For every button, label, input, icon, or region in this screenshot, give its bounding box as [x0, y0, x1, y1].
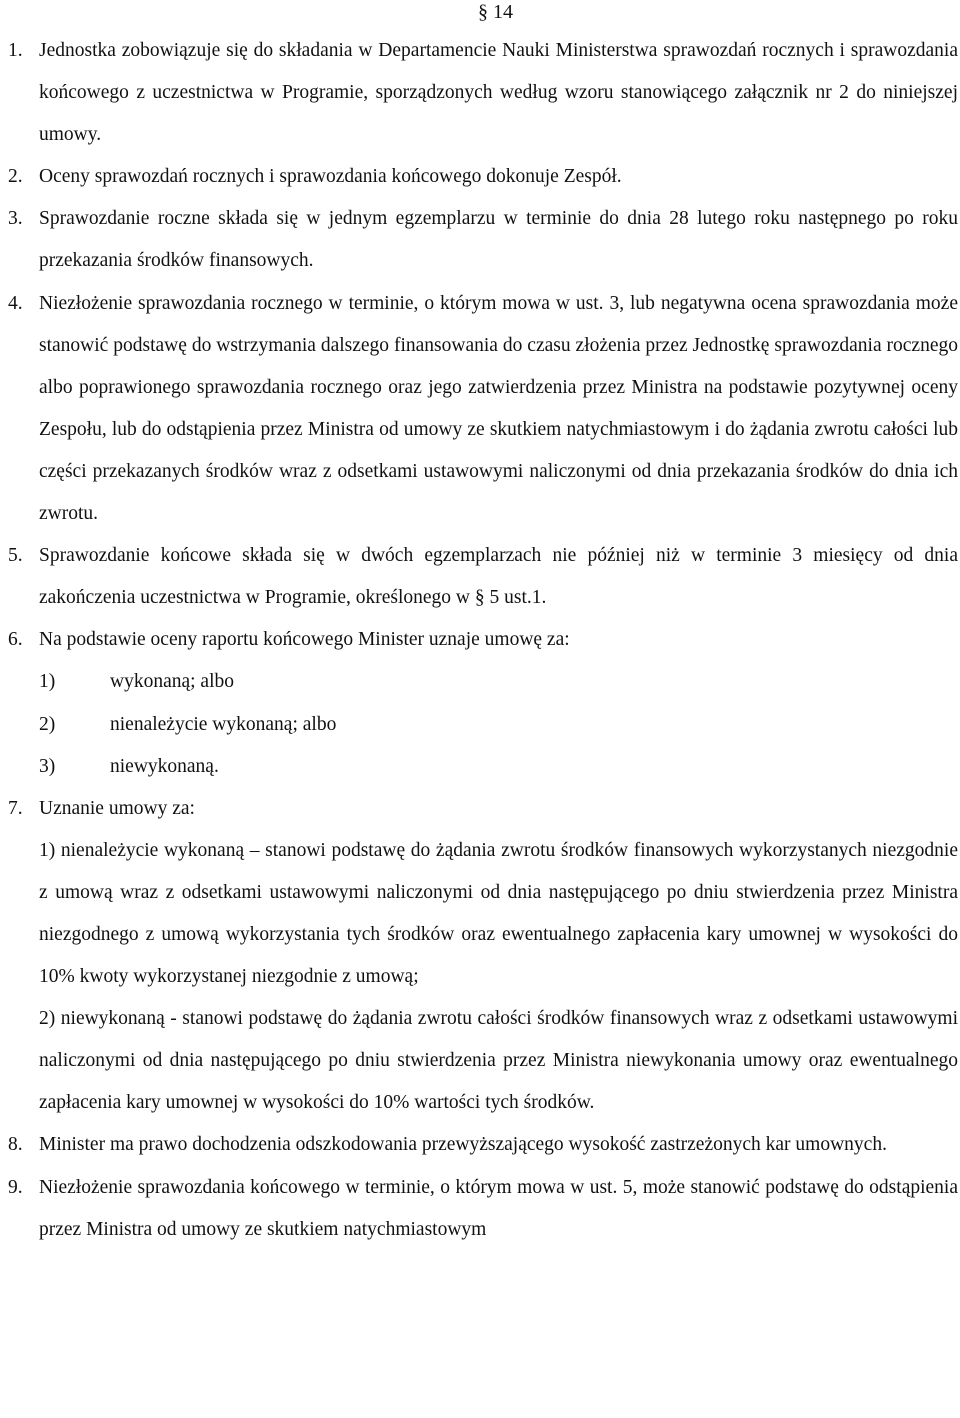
- paragraph-number: 9.: [8, 1176, 23, 1198]
- paragraph-text: Jednostka zobowiązuje się do składania w Departamencie Nauki Ministerstwa sprawozdań rocznych i sprawozdania końcowego z uczestnictwa w Programie, sporządzonych według wzoru stanowiącego załącznik nr 2 do niniejszej umowy.: [39, 40, 958, 146]
- paragraph-2: [0, 156, 958, 198]
- option-text: niewykonaną.: [110, 755, 219, 777]
- paragraph-number: 5.: [8, 545, 23, 567]
- paragraph-7-item-1: 1) nienależycie wykonaną – stanowi podstawę do żądania zwrotu środków finansowych wykorzystanych niezgodnie z umową wraz z odsetkami ustawowymi naliczonymi od dnia następującego po dniu stwierdzenia przez Ministra niezgodnego z umową wykorzystania tych środków oraz ewentualnego zapłacenia kary umownej w wysokości do 10% kwoty wykorzystanej niezgodnie z umową;: [39, 839, 958, 988]
- paragraph-text: Oceny sprawozdań rocznych i sprawozdania końcowego dokonuje Zespół.: [39, 166, 622, 188]
- paragraph-6: [0, 619, 958, 661]
- section-number: § 14: [478, 1, 513, 23]
- paragraph-number: 6.: [8, 629, 23, 651]
- option-item: [0, 704, 958, 746]
- paragraph-number: 8.: [8, 1134, 23, 1156]
- option-text: nienależycie wykonaną; albo: [110, 713, 337, 735]
- paragraph-number: 3.: [8, 208, 23, 230]
- paragraph-number: 4.: [8, 292, 23, 314]
- paragraph-7: [0, 788, 958, 830]
- paragraph-8: [0, 1124, 958, 1166]
- option-item: [0, 661, 958, 703]
- paragraph-1: [0, 30, 958, 156]
- option-number: 1): [39, 671, 56, 693]
- option-item: [0, 746, 958, 788]
- option-number: 3): [39, 755, 56, 777]
- paragraph-number: 1.: [8, 40, 23, 61]
- paragraph-5: [0, 535, 958, 619]
- paragraph-4: [0, 283, 958, 536]
- paragraph-text: Sprawozdanie roczne składa się w jednym egzemplarzu w terminie do dnia 28 lutego roku następnego po roku przekazania środków finansowych.: [39, 208, 958, 272]
- paragraph-number: 2.: [8, 166, 23, 188]
- paragraph-text: Uznanie umowy za:: [39, 797, 195, 819]
- paragraph-text: Minister ma prawo dochodzenia odszkodowania przewyższającego wysokość zastrzeżonych kar umownych.: [39, 1134, 887, 1156]
- paragraph-text: Na podstawie oceny raportu końcowego Minister uznaje umowę za:: [39, 629, 570, 651]
- paragraph-7-item-2: 2) niewykonaną - stanowi podstawę do żądania zwrotu całości środków finansowych wraz z odsetkami ustawowymi naliczonymi od dnia następującego po dniu stwierdzenia przez Ministra niewykonania umowy oraz ewentualnego zapłacenia kary umownej w wysokości do 10% wartości tych środków.: [39, 1008, 958, 1114]
- paragraph-text: Niezłożenie sprawozdania końcowego w terminie, o którym mowa w ust. 5, może stanowić podstawę do odstąpienia przez Ministra od umowy ze skutkiem natychmiastowym: [39, 1176, 958, 1240]
- option-number: 2): [39, 713, 56, 735]
- option-text: wykonaną; albo: [110, 671, 235, 693]
- paragraph-text: Sprawozdanie końcowe składa się w dwóch egzemplarzach nie później niż w terminie 3 miesięcy od dnia zakończenia uczestnictwa w Programie, określonego w § 5 ust.1.: [39, 545, 958, 609]
- paragraph-text: Niezłożenie sprawozdania rocznego w terminie, o którym mowa w ust. 3, lub negatywna ocena sprawozdania może stanowić podstawę do wstrzymania dalszego finansowania do czasu złożenia przez Jednostkę sprawozdania rocznego albo poprawionego sprawozdania rocznego oraz jego zatwierdzenia przez Ministra na podstawie pozytywnej oceny Zespołu, lub do odstąpienia przez Ministra od umowy ze skutkiem natychmiastowym i do żądania zwrotu całości lub części przekazanych środków wraz z odsetkami ustawowymi naliczonymi od dnia przekazania środków do dnia ich zwrotu.: [39, 292, 958, 525]
- paragraph-number: 7.: [8, 797, 23, 819]
- paragraph-3: [0, 198, 958, 282]
- paragraph-9: [0, 1167, 958, 1251]
- document-body: [0, 30, 958, 1251]
